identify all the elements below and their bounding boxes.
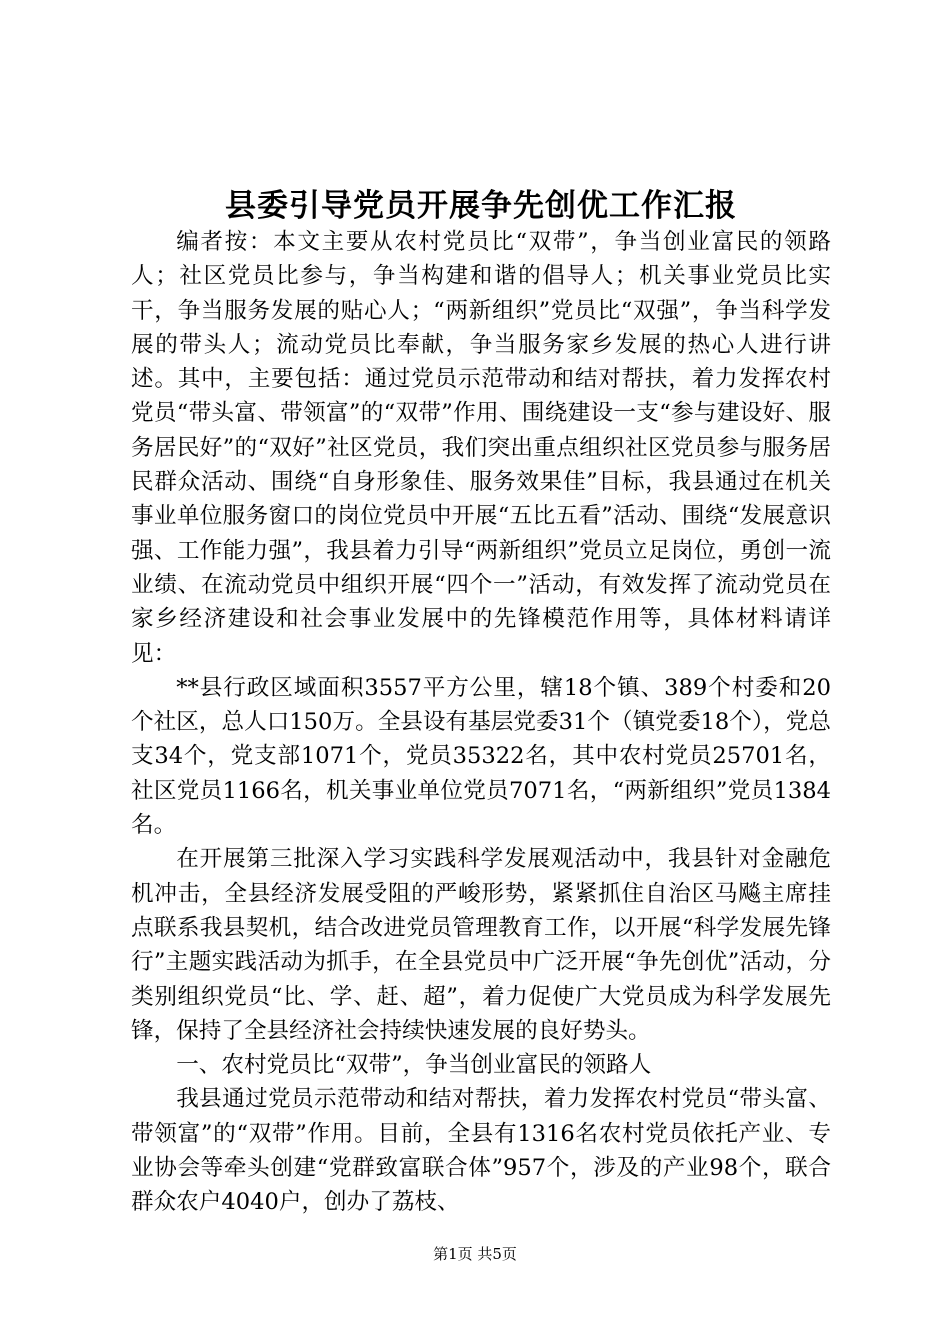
county-overview-paragraph: **县行政区域面积3557平方公里，辖18个镇、389个村委和20个社区，总人口150万。全县设有基层党委31个（镇党委18个），党总支34个，党支部1071个，党员35322名，其中农村党员25701名，社区党员1166名，机关事业单位党员7071名，“两新组织”党员1384名。 bbox=[131, 674, 831, 839]
activity-background-paragraph: 在开展第三批深入学习实践科学发展观活动中，我县针对金融危机冲击，全县经济发展受阻的严峻形势，紧紧抓住自治区马飚主席挂点联系我县契机，结合改进党员管理教育工作，以开展“科学发展先锋行”主题实践活动为抓手，在全县党员中广泛开展“争先创优”活动，分类别组织党员“比、学、赶、超”，着力促使广大党员成为科学发展先锋，保持了全县经济社会持续快速发展的良好势头。 bbox=[131, 846, 831, 1044]
document-title: 县委引导党员开展争先创优工作汇报 bbox=[225, 188, 737, 224]
page-footer: 第1页 共5页 bbox=[433, 1245, 517, 1263]
editor-note-paragraph: 编者按：本文主要从农村党员比“双带”，争当创业富民的领路人；社区党员比参与，争当构建和谐的倡导人；机关事业党员比实干，争当服务发展的贴心人；“两新组织”党员比“双强”，争当科学发展的带头人；流动党员比奉献，争当服务家乡发展的热心人进行讲述。其中，主要包括：通过党员示范带动和结对帮扶，着力发挥农村党员“带头富、带领富”的“双带”作用、围绕建设一支“参与建设好、服务居民好”的“双好”社区党员，我们突出重点组织社区党员参与服务居民群众活动、围绕“自身形象佳、服务效果佳”目标，我县通过在机关事业单位服务窗口的岗位党员中开展“五比五看”活动、围绕“发展意识强、工作能力强”，我县着力引导“两新组织”党员立足岗位，勇创一流业绩、在流动党员中组织开展“四个一”活动，有效发挥了流动党员在家乡经济建设和社会事业发展中的先锋模范作用等，具体材料请详见： bbox=[131, 229, 831, 667]
section-1-paragraph: 我县通过党员示范带动和结对帮扶，着力发挥农村党员“带头富、带领富”的“双带”作用。目前，全县有1316名农村党员依托产业、专业协会等牵头创建“党群致富联合体”957个，涉及的产业98个，联合群众农户4040户，创办了荔枝、 bbox=[131, 1086, 831, 1216]
document-page bbox=[131, 184, 831, 1220]
section-heading-1: 一、农村党员比“双带”，争当创业富民的领路人 bbox=[176, 1052, 652, 1079]
